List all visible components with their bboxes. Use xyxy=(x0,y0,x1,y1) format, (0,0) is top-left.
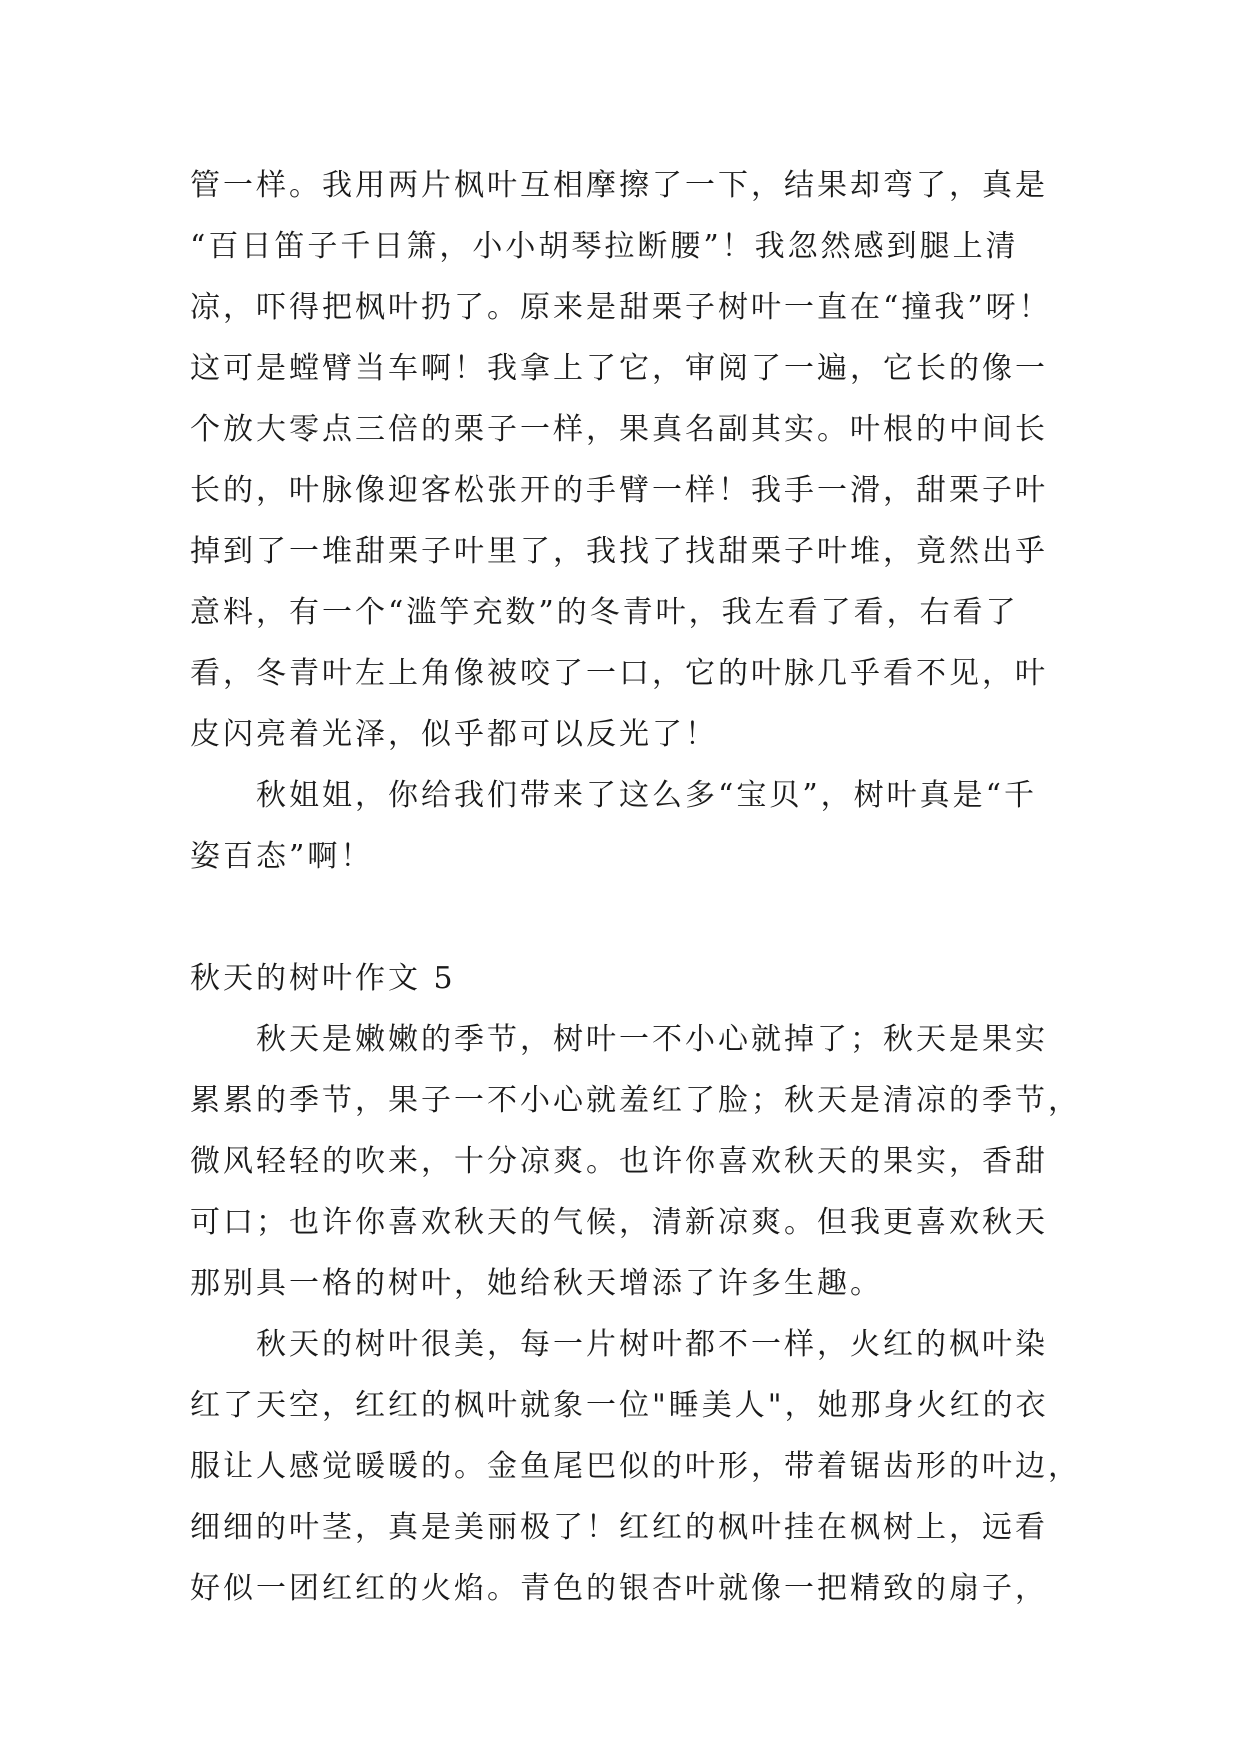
text-line: 累累的季节，果子一不小心就羞红了脸；秋天是清凉的季节， xyxy=(190,1083,1081,1118)
text-line: 掉到了一堆甜栗子叶里了，我找了找甜栗子叶堆，竟然出乎 xyxy=(190,534,1048,569)
blank-line xyxy=(190,887,1050,948)
text-line: 红了天空，红红的枫叶就象一位"睡美人"，她那身火红的衣 xyxy=(190,1388,1049,1423)
text-line: 微风轻轻的吹来，十分凉爽。也许你喜欢秋天的果实，香甜 xyxy=(190,1144,1048,1179)
paragraph-4 xyxy=(190,1314,1081,1619)
text-line: 意料，有一个“滥竽充数”的冬青叶，我左看了看，右看了 xyxy=(190,595,1019,630)
text-line: 这可是螳臂当车啊！我拿上了它，审阅了一遍，它长的像一 xyxy=(190,351,1048,386)
text-line: 看，冬青叶左上角像被咬了一口，它的叶脉几乎看不见，叶 xyxy=(190,656,1048,691)
text-line: 秋姐姐，你给我们带来了这么多“宝贝”，树叶真是“千 xyxy=(256,778,1038,813)
text-line: “百日笛子千日箫，小小胡琴拉断腰”！我忽然感到腿上清 xyxy=(190,229,1019,264)
text-line: 那别具一格的树叶，她给秋天增添了许多生趣。 xyxy=(190,1266,883,1301)
text-line: 好似一团红红的火焰。青色的银杏叶就像一把精致的扇子， xyxy=(190,1571,1048,1606)
text-line: 秋天是嫩嫩的季节，树叶一不小心就掉了；秋天是果实 xyxy=(256,1022,1048,1057)
paragraph-3 xyxy=(190,1009,1081,1314)
paragraph-1 xyxy=(190,155,1050,765)
paragraph-2 xyxy=(190,765,1050,887)
text-line: 服让人感觉暖暖的。金鱼尾巴似的叶形，带着锯齿形的叶边， xyxy=(190,1449,1081,1484)
text-line: 管一样。我用两片枫叶互相摩擦了一下，结果却弯了，真是 xyxy=(190,168,1048,203)
text-line: 凉，吓得把枫叶扔了。原来是甜栗子树叶一直在“撞我”呀！ xyxy=(190,290,1052,325)
text-line: 秋天的树叶很美，每一片树叶都不一样，火红的枫叶染 xyxy=(256,1327,1048,1362)
document-page xyxy=(190,155,1081,1619)
text-line: 细细的叶茎，真是美丽极了！红红的枫叶挂在枫树上，远看 xyxy=(190,1510,1048,1545)
text-line: 可口；也许你喜欢秋天的气候，清新凉爽。但我更喜欢秋天 xyxy=(190,1205,1048,1240)
text-line: 皮闪亮着光泽，似乎都可以反光了！ xyxy=(190,717,718,752)
section-heading: 秋天的树叶作文 5 xyxy=(190,961,456,996)
text-line: 姿百态”啊！ xyxy=(190,839,374,874)
text-line: 个放大零点三倍的栗子一样，果真名副其实。叶根的中间长 xyxy=(190,412,1048,447)
text-line: 长的，叶脉像迎客松张开的手臂一样！我手一滑，甜栗子叶 xyxy=(190,473,1048,508)
